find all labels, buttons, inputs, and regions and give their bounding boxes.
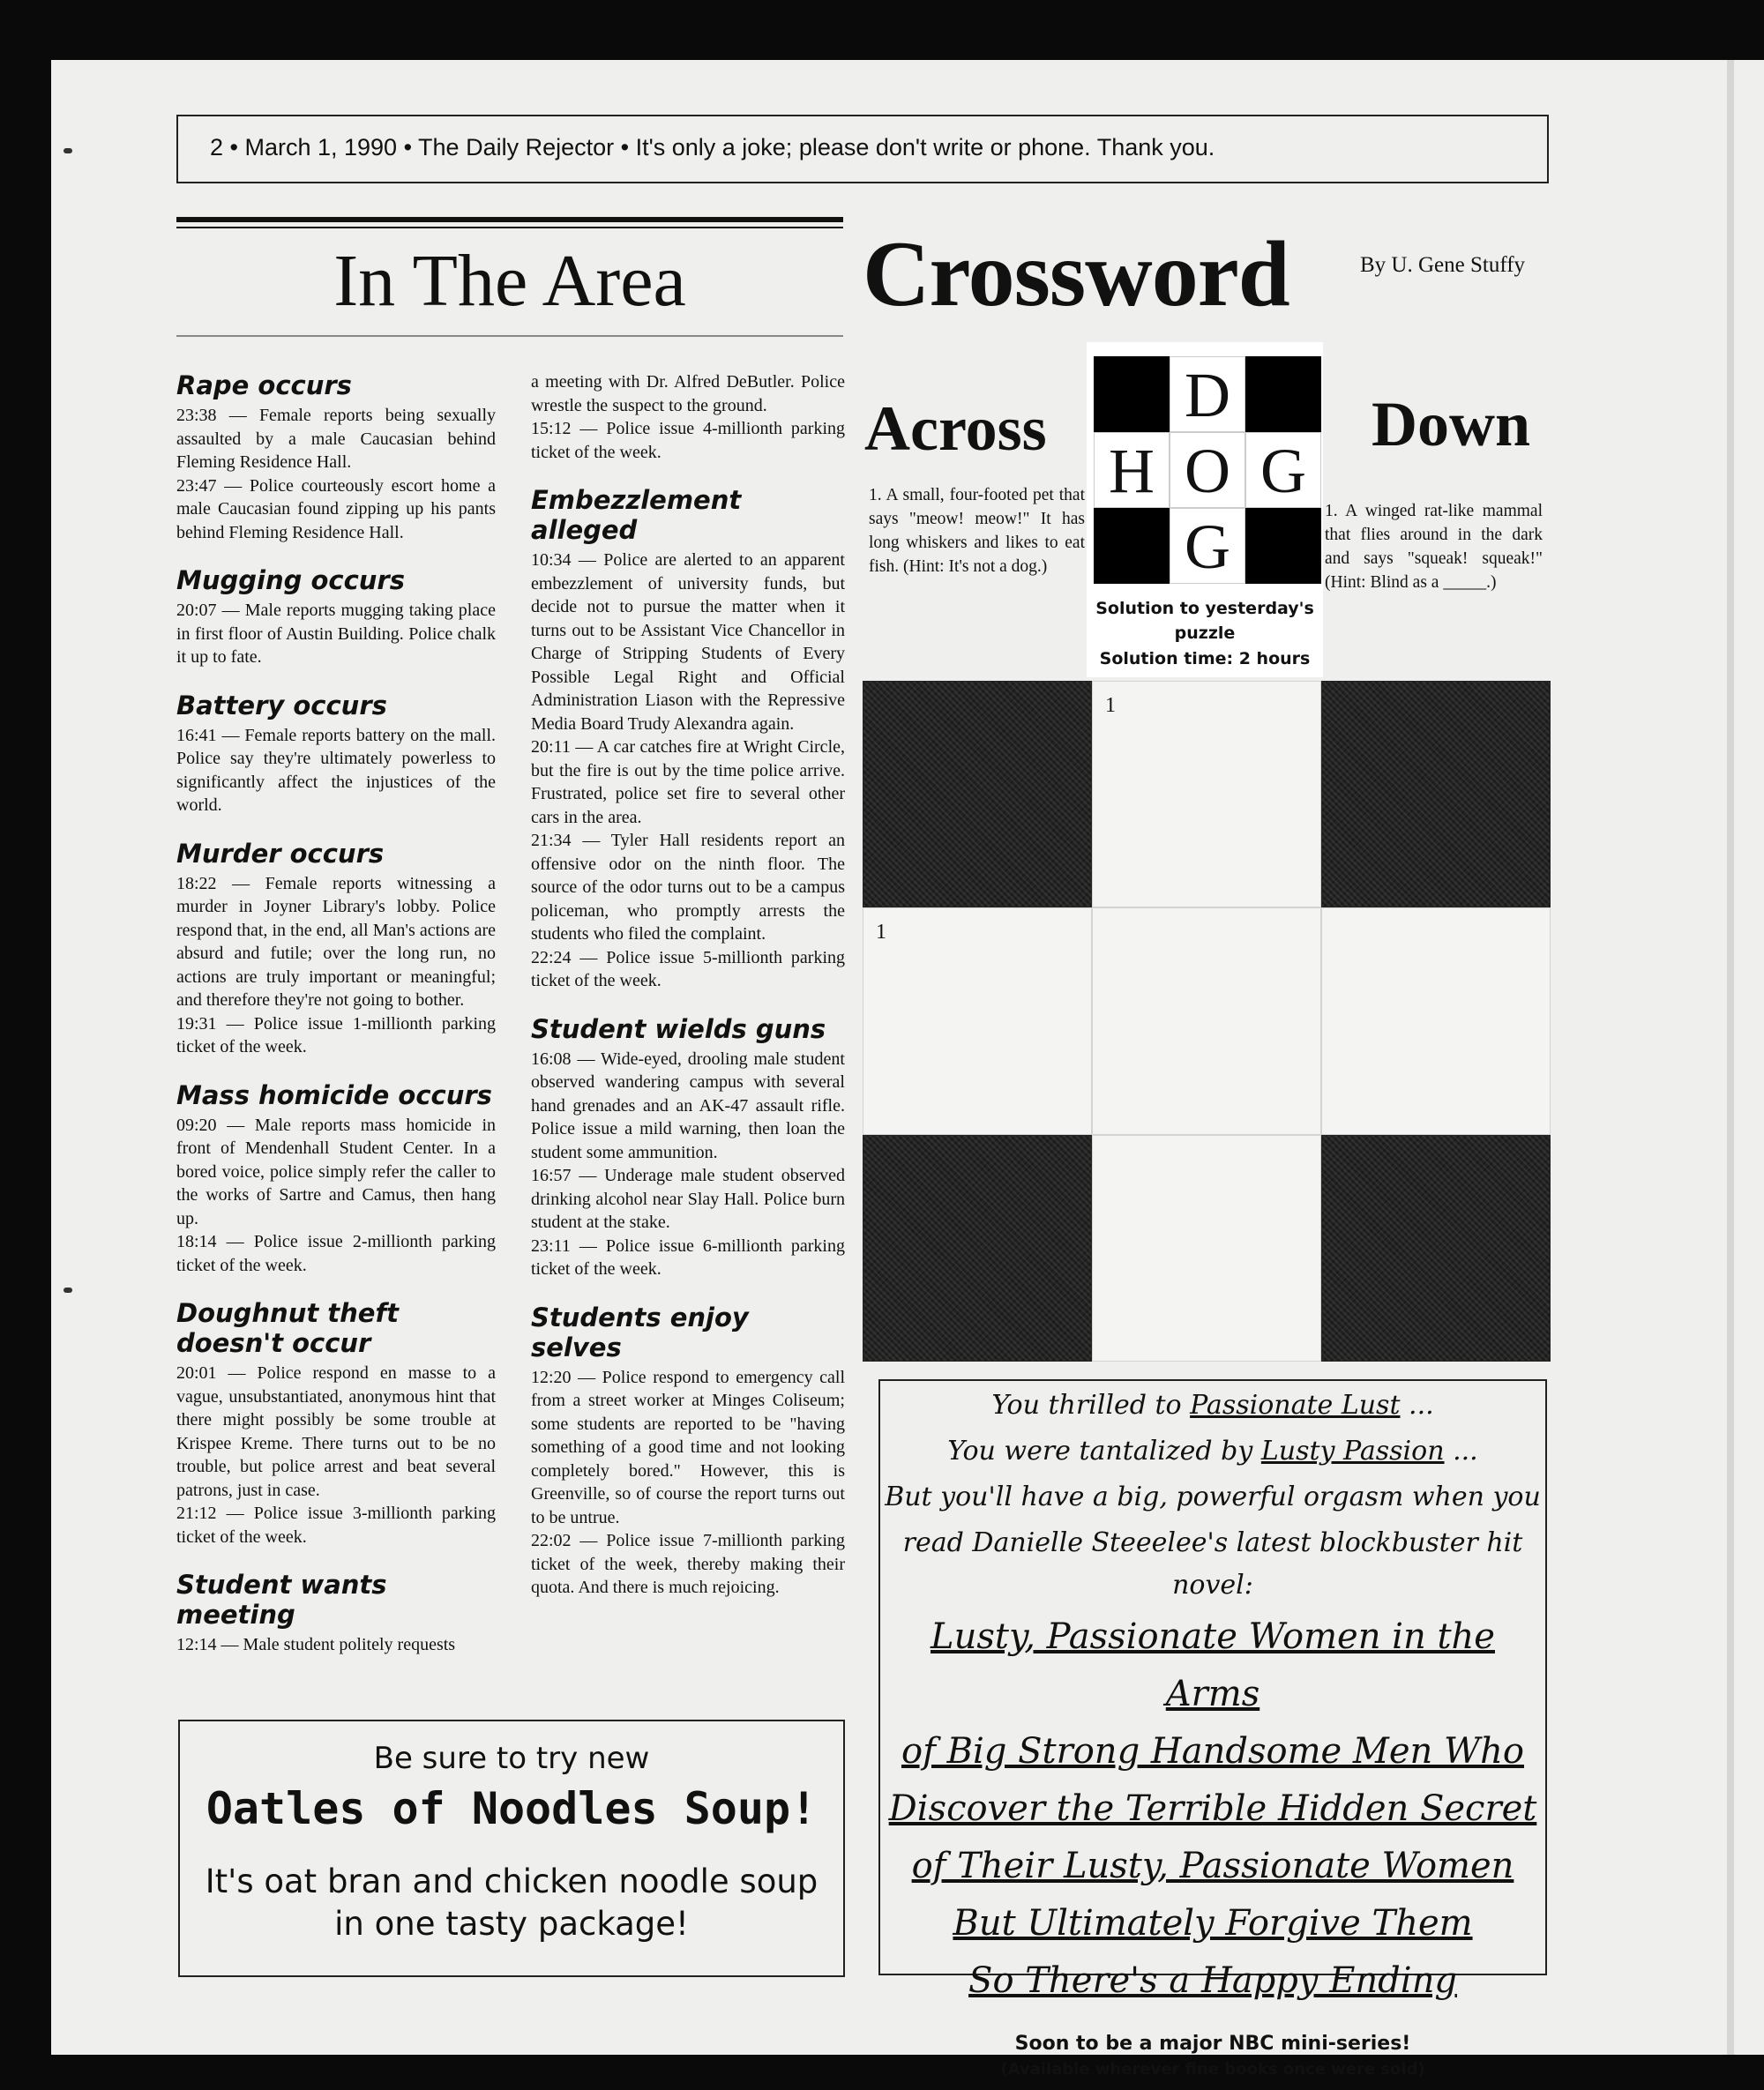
novel-title	[880, 1609, 1545, 2010]
article-heading: Rape occurs	[176, 370, 352, 400]
article-paragraph: 15:12 — Police issue 4-millionth parking ticket of the week.	[531, 419, 845, 462]
clue-number: 1	[1105, 694, 1116, 717]
novel-intro-2: You were tantalized by Lusty Passion ...	[947, 1436, 1478, 1467]
article-paragraph: 19:31 — Police issue 1-millionth parking ticket of the week.	[176, 1013, 496, 1056]
down-label: Down	[1372, 389, 1531, 459]
clue-number: 1	[876, 921, 886, 944]
novel-ad	[878, 1379, 1547, 2079]
grid-cell-black	[1321, 1135, 1551, 1362]
article-heading: Doughnut theft doesn't occur	[176, 1298, 399, 1358]
grid-cell[interactable]	[863, 907, 1092, 1134]
grid-cell[interactable]	[1092, 681, 1321, 907]
novel-title-line: So There's a Happy Ending	[968, 1960, 1457, 2001]
crossword-byline: By U. Gene Stuffy	[1360, 253, 1526, 277]
novel-title-line: of Big Strong Handsome Men Who	[901, 1731, 1524, 1772]
article-paragraph: 16:41 — Female reports battery on the mall. Police say they're ultimately powerless to significantly affect the injustices of the world.	[176, 725, 496, 815]
solution-caption: Solution to yesterday's puzzle	[1095, 599, 1314, 643]
crossword-grid	[863, 681, 1551, 1362]
article-paragraph: 20:07 — Male reports mugging taking place in first floor of Austin Building. Police chalk it up to fate.	[176, 601, 496, 667]
article-heading: Student wields guns	[531, 1013, 826, 1044]
section-rule-thin	[176, 227, 843, 228]
scan-mark	[64, 1288, 72, 1293]
article-paragraph: 18:14 — Police issue 2-millionth parking ticket of the week.	[176, 1232, 496, 1275]
solution-grid	[1094, 356, 1321, 584]
solution-cell: D	[1170, 356, 1245, 432]
solution-cell: H	[1094, 432, 1170, 508]
area-title: In The Area	[333, 240, 686, 322]
article-paragraph: 23:47 — Police courteously escort home a male Caucasian found zipping up his pants behind Fleming Residence Hall.	[176, 475, 496, 542]
article-paragraph: 12:20 — Police respond to emergency call from a street worker at Minges Coliseum; some students are reported to be "having something of a good time and not looking completely bored." However, this is Greenville, so of course the report turns out to be untrue.	[531, 1367, 845, 1527]
crossword-title: Crossword	[863, 222, 1289, 325]
soup-ad-line4: in one tasty package!	[334, 1905, 689, 1943]
article-paragraph: 09:20 — Male reports mass homicide in front of Mendenhall Student Center. In a bored voice, police simply refer the caller to the works of Sartre and Camus, then hang up.	[176, 1115, 496, 1228]
article-heading: Student wants meeting	[176, 1570, 387, 1630]
article-paragraph: 23:11 — Police issue 6-millionth parking ticket of the week.	[531, 1235, 845, 1279]
article-paragraph: 12:14 — Male student politely requests	[176, 1635, 456, 1654]
solution-cell: G	[1245, 432, 1321, 508]
novel-footer-1: Soon to be a major NBC mini-series!	[1014, 2033, 1411, 2055]
scan-mark	[64, 148, 72, 153]
article-heading: Battery occurs	[176, 690, 387, 720]
novel-intro-1: You thrilled to Passionate Lust ...	[991, 1390, 1434, 1421]
solution-cell-black	[1094, 356, 1170, 432]
article-paragraph: 23:38 — Female reports being sexually assaulted by a male Caucasian behind Fleming Residence Hall.	[176, 406, 496, 472]
article-heading: Embezzlement alleged	[531, 485, 742, 545]
down-clue: 1. A winged rat-like mammal that flies around in the dark and says "squeak! squeak!" (Hint: Blind as a _____.)	[1325, 502, 1543, 592]
soup-ad	[178, 1720, 845, 1977]
article-paragraph: 16:08 — Wide-eyed, drooling male student observed wandering campus with several hand grenades and an AK-47 assault rifle. Police issue a mild warning, then loan the student some ammunition.	[531, 1049, 845, 1162]
soup-ad-line3: It's oat bran and chicken noodle soup	[205, 1862, 818, 1900]
novel-title-line: of Their Lusty, Passionate Women	[911, 1846, 1514, 1886]
solution-cell-black	[1094, 508, 1170, 584]
area-column-2	[531, 370, 845, 1600]
article-paragraph: 22:24 — Police issue 5-millionth parking ticket of the week.	[531, 947, 845, 990]
solution-panel	[1087, 342, 1323, 677]
novel-intro-3: But you'll have a big, powerful orgasm when you	[885, 1482, 1541, 1512]
soup-ad-line1: Be sure to try new	[373, 1741, 650, 1776]
title-rule	[176, 335, 843, 337]
solution-cell-black	[1245, 356, 1321, 432]
solution-cell-black	[1245, 508, 1321, 584]
article-paragraph: 21:34 — Tyler Hall residents report an offensive odor on the ninth floor. The source of the odor turns out to be a campus policeman, who promptly arrests the students who filed the complaint.	[531, 831, 845, 944]
page-fold	[1727, 60, 1734, 2055]
soup-ad-product: Oatles of Noodles Soup!	[206, 1783, 818, 1834]
grid-cell[interactable]	[1092, 1135, 1321, 1362]
article-paragraph: 18:22 — Female reports witnessing a murder in Joyner Library's lobby. Police respond that, in the end, all Man's actions are absurd and futile; over the long run, no actions are truly important or meaningful; and therefore they're not going to bother.	[176, 873, 496, 1010]
article-paragraph: a meeting with Dr. Alfred DeButler. Police wrestle the suspect to the ground.	[531, 372, 845, 415]
solution-cell: O	[1170, 432, 1245, 508]
across-label: Across	[864, 393, 1047, 464]
grid-cell-black	[863, 681, 1092, 907]
section-rule	[176, 217, 843, 222]
article-paragraph: 21:12 — Police issue 3-millionth parking ticket of the week.	[176, 1504, 496, 1547]
solution-cell: G	[1170, 508, 1245, 584]
article-paragraph: 16:57 — Underage male student observed drinking alcohol near Slay Hall. Police burn student at the stake.	[531, 1166, 845, 1232]
article-heading: Students enjoy selves	[531, 1302, 749, 1362]
article-paragraph: 22:02 — Police issue 7-millionth parking ticket of the week, thereby making their quota. And there is much rejoicing.	[531, 1531, 845, 1597]
across-clue: 1. A small, four-footed pet that says "meow! meow!" It has long whiskers and likes to eat fish. (Hint: It's not a dog.)	[869, 486, 1085, 576]
article-heading: Mass homicide occurs	[176, 1079, 492, 1110]
grid-cell[interactable]	[1321, 907, 1551, 1134]
grid-cell[interactable]	[1092, 907, 1321, 1134]
article-paragraph: 20:01 — Police respond en masse to a vague, unsubstantiated, anonymous hint that there might possibly be some trouble at Krispee Kreme. There turns out to be no trouble, but police arrest and beat several patrons, just in case.	[176, 1363, 496, 1500]
novel-title-line: Discover the Terrible Hidden Secret	[888, 1788, 1537, 1829]
novel-title-line: Lusty, Passionate Women in the Arms	[931, 1616, 1495, 1714]
grid-cell-black	[1321, 681, 1551, 907]
article-paragraph: 10:34 — Police are alerted to an apparent embezzlement of university funds, but decide not to pursue the matter when it turns out to be Assistant Vice Chancellor in Charge of Stripping Students of Every Possible Legal Right and Official Administration Liason with the Repressive Media Board Trudy Alexandra again.	[531, 550, 845, 734]
novel-intro-4: read Danielle Steeelee's latest blockbuster hit novel:	[902, 1527, 1523, 1601]
article-paragraph: 20:11 — A car catches fire at Wright Circle, but the fire is out by the time police arrive. Frustrated, police set fire to several other cars in the area.	[531, 737, 845, 827]
article-heading: Mugging occurs	[176, 565, 405, 595]
novel-footer-2: (Available wherever fine books once were sold)	[1000, 2060, 1425, 2079]
solution-time: Solution time: 2 hours	[1099, 649, 1311, 668]
page-header	[176, 115, 1549, 183]
area-column-1	[176, 370, 496, 1657]
grid-cell-black	[863, 1135, 1092, 1362]
article-heading: Murder occurs	[176, 838, 385, 869]
novel-title-line: But Ultimately Forgive Them	[953, 1903, 1473, 1944]
header-text: 2 • March 1, 1990 • The Daily Rejector • It's only a joke; please don't write or phone. Thank you.	[210, 134, 1215, 160]
